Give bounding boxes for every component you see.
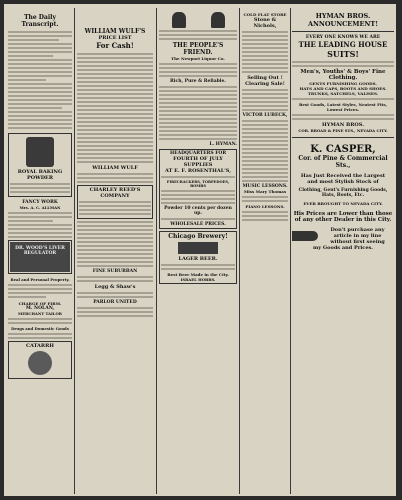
scan-border-bottom xyxy=(0,496,402,500)
scan-border-left xyxy=(0,0,4,500)
baking-powder-ad: ROYAL BAKING POWDER xyxy=(8,133,72,197)
reeds-ad: CHARLEY REED'S COMPANY xyxy=(77,185,153,219)
figure-image xyxy=(211,12,225,28)
portrait-image xyxy=(28,351,52,375)
pointing-hand-icon xyxy=(292,231,318,241)
figure-image xyxy=(172,12,186,28)
column-2: WILLIAM WULF'S PRICE LIST For Cash! WILLIAM WULF CHARLEY REED'S COMPANY FINE SUBURBAN Legg & Shaw's PARLOR UNITED xyxy=(77,8,153,494)
column-4: COLD FLAT STORE Stone & Nichols, Selling Out ! Clearing Sale! VICTOR LUBECK, MUSIC LESSONS. Miss Mary Thomas PIANO LESSONS. xyxy=(242,8,288,494)
scan-border-right xyxy=(396,0,402,500)
column-3: THE PEOPLE'S FRIEND. The Newport Liquor Co. Rich, Pure & Reliable. L. HYMAN. HEADQUARTERS FOR FOURTH OF JULY SUPPLIES AT E. F. ROSENTHAL'S, FIRECRACKERS, TORPEDOES, BOMBS Powder 10 cents per dozen up. WHOLESALE PRICES. Chicago Brewery! LAGER BEER. Best Beer Made in the City. ISRAEL HOBBS. xyxy=(159,8,237,494)
catarrh-ad: CATARRH xyxy=(8,341,72,379)
baking-can-image xyxy=(26,137,54,167)
scan-border-top xyxy=(0,0,402,4)
brewery-image xyxy=(178,242,218,254)
column-1: The Daily Transcript. ROYAL BAKING POWDER FANCY WORK Mrs. A. C. ALLMAN DR. WOOD'S LIVER REGULATOR Real and Personal Property. CHARGE OF FIRM. M. NOLAN, MERCHANT TAILOR Drugs and Domestic Goods CATARRH xyxy=(8,8,72,494)
brewery-ad: Chicago Brewery! LAGER BEER. Best Beer Made in the City. ISRAEL HOBBS. xyxy=(159,231,237,284)
column-5: HYMAN BROS. ANNOUNCEMENT! EVERY ONE KNOWS WE ARE THE LEADING HOUSE SUITS! Men's, Youths' & Boys' Fine Clothing. GENTS FURNISHING GOODS. HATS AND CAPS, BOOTS AND SHOES. TRUNKS, SATCHELS, VALISES. Best Goods, Latest Styles, Neatest Fits, Lowest Prices. HYMAN BROS. COR. BROAD & PINE STS., NEVADA CITY. K. CASPER, Cor. of Pine & Commercial Sts., Has Just Received the Largest and most Stylish Stock of Clothing, Gent's Furnishing Goods, Hats, Boots, Etc. EVER BROUGHT TO NEVADA CITY. His Prices are Lower than those of any other Dealer in this City. Don't purchase any article in my line without first seeing my Goods and Prices. xyxy=(293,12,393,251)
masthead: The Daily Transcript. xyxy=(21,14,59,28)
liver-regulator-ad: DR. WOOD'S LIVER REGULATOR xyxy=(8,240,72,274)
fireworks-ad: HEADQUARTERS FOR FOURTH OF JULY SUPPLIES AT E. F. ROSENTHAL'S, FIRECRACKERS, TORPEDOES, BOMBS Powder 10 cents per dozen up. WHOLESALE PRICES. xyxy=(159,149,237,229)
